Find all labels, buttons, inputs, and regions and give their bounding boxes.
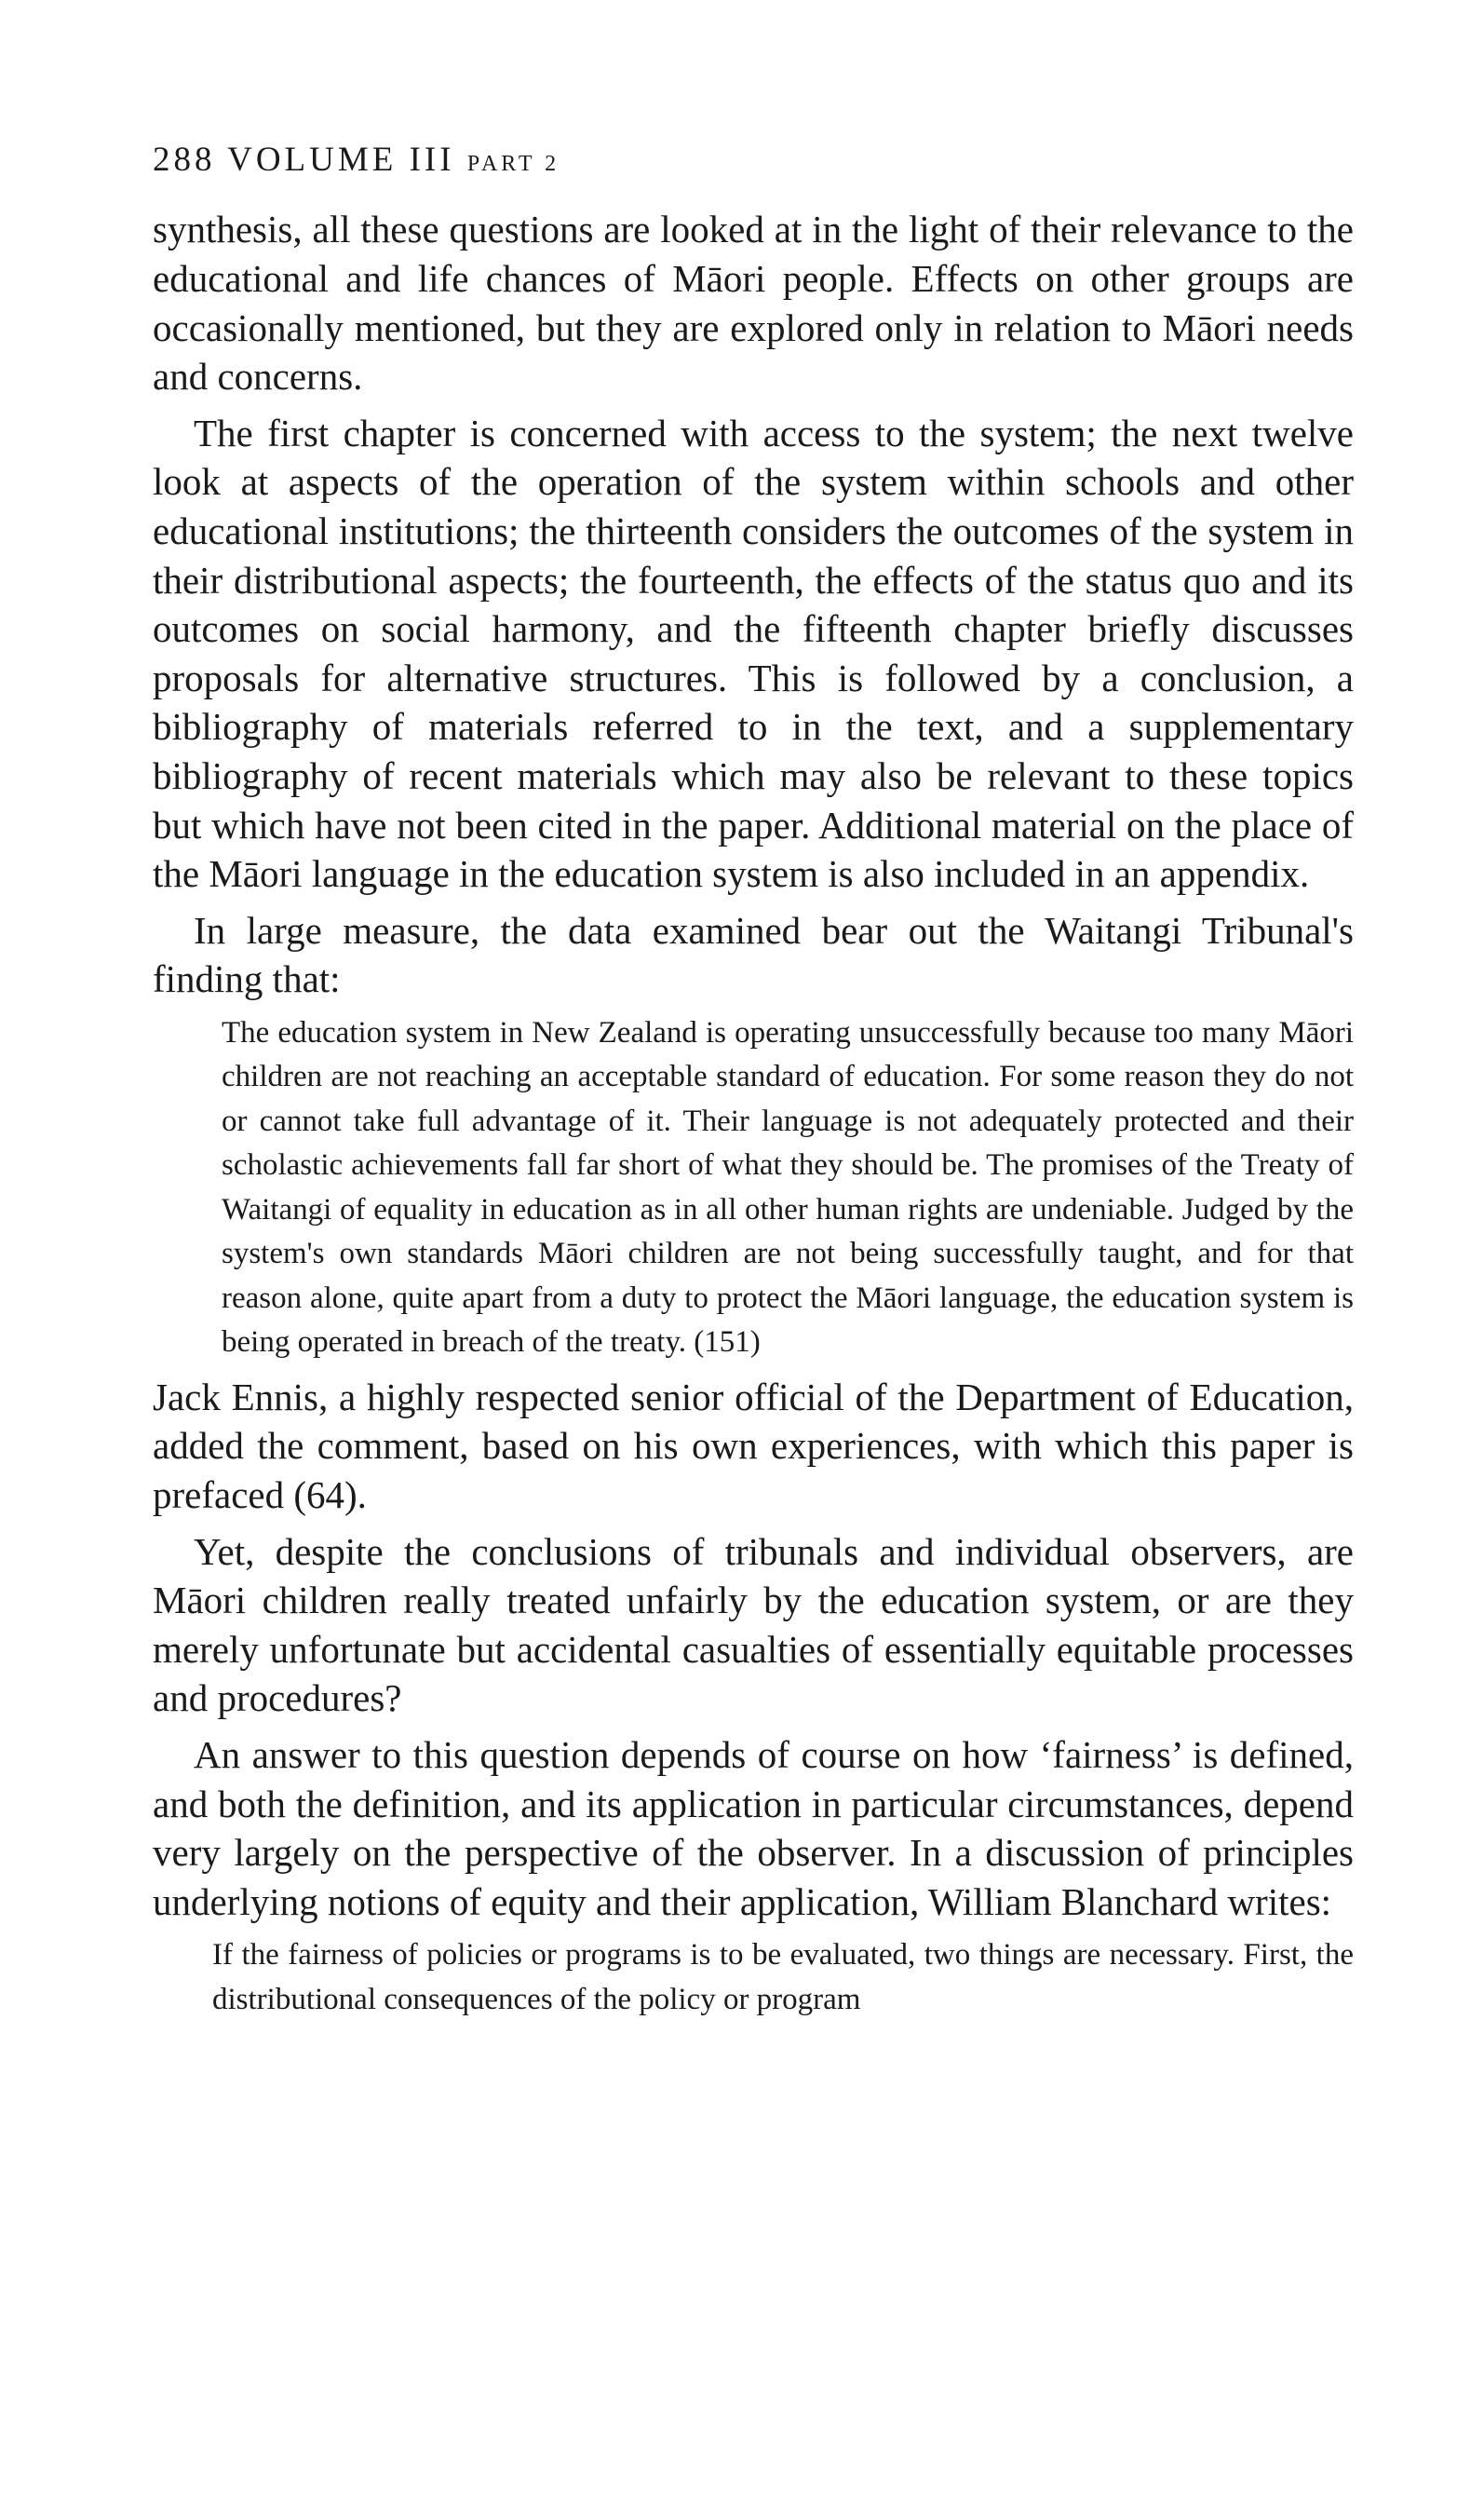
paragraph-tribunal-intro: In large measure, the data examined bear out the Waitangi Tribunal's finding that: xyxy=(153,908,1354,1001)
document-page xyxy=(153,140,1354,2029)
part-label: PART 2 xyxy=(466,152,560,176)
paragraph-chapters: The first chapter is concerned with access to the system; the next twelve look at aspects of the operation of the system within schools and other educational institutions; the thirteenth considers the outcomes of the system in their distributional aspects; the fourteenth, the effects of the status quo and its outcomes on social harmony, and the fifteenth chapter briefly discusses proposals for alternative structures. This is followed by a conclusion, a bibliography of materials referred to in the text, and a supplementary bibliography of recent materials which may also be relevant to these topics but which have not been cited in the paper. Additional material on the place of the Māori language in the education system is also included in an appendix. xyxy=(153,411,1354,896)
paragraph-jack-ennis: Jack Ennis, a highly respected senior official of the Department of Education, added the comment, based on his own experiences, with which this paper is prefaced (64). xyxy=(153,1375,1354,1517)
paragraph-synthesis: synthesis, all these questions are looked at in the light of their relevance to the educational and life chances of Māori people. Effects on other groups are occasionally mentioned, but they are explored only in relation to Māori needs and concerns. xyxy=(153,208,1354,399)
paragraph-question: Yet, despite the conclusions of tribunals and individual observers, are Māori children really treated unfairly by the education system, or are they merely unfortunate but accidental casualties of essentially equitable processes and procedures? xyxy=(153,1529,1354,1720)
volume-label: VOLUME III xyxy=(227,141,455,179)
paragraph-fairness: An answer to this question depends of course on how ‘fairness’ is defined, and both the definition, and its application in particular circumstances, depend very largely on the perspective of the observer. In a discussion of principles underlying notions of equity and their application, William Blanchard writes: xyxy=(153,1733,1354,1923)
block-quote-tribunal: The education system in New Zealand is operating unsuccessfully because too many Māori children are not reaching an acceptable standard of education. For some reason they do not or cannot take full advantage of it. Their language is not adequately protected and their scholastic achievements fall far short of what they should be. The promises of the Treaty of Waitangi of equality in education as in all other human rights are undeniable. Judged by the system's own standards Māori children are not being successfully taught, and for that reason alone, quite apart from a duty to protect the Māori language, the education system is being operated in breach of the treaty. (151) xyxy=(222,1015,1354,1360)
block-quote-blanchard: If the fairness of policies or programs is to be evaluated, two things are necessary. First, the distributional consequences of the policy or program xyxy=(212,1938,1354,2016)
running-head xyxy=(153,140,1354,181)
page-number: 288 xyxy=(153,141,216,179)
